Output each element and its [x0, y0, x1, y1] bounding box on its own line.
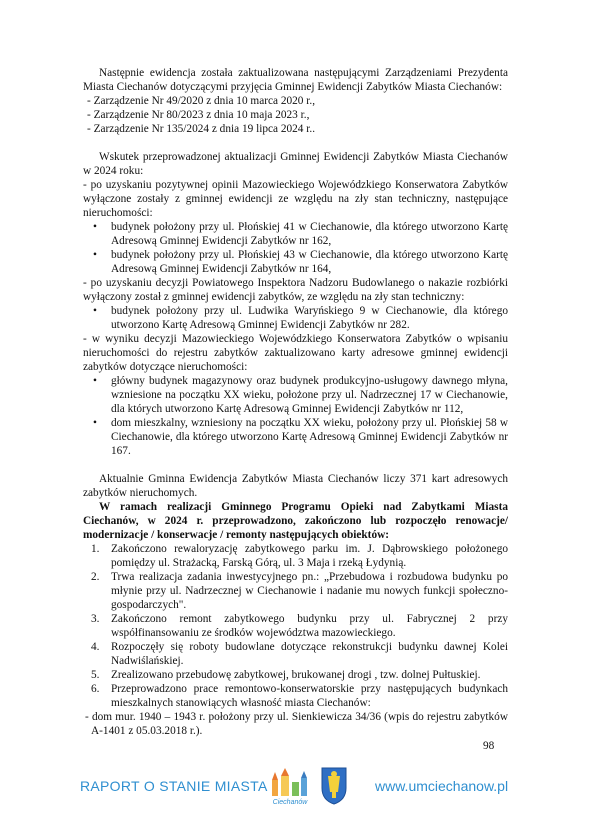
- section-a-list: [83, 220, 508, 276]
- footer-report-title: RAPORT O STANIE MIASTA: [80, 778, 268, 794]
- list-item: 2. Trwa realizacja zadania inwestycyjnego pn.: „Przebudowa i rozbudowa budynku po młynie przy ul. Nadrzecznej w Ciechanowie i nadanie mu nowych funkcji społeczno-gospodarczych".: [91, 571, 508, 611]
- list-item: 1. Zakończono rewaloryzację zabytkowego parku im. J. Dąbrowskiego położonego pomiędzy ul. Strażacką, Farską Górą, ul. 3 Maja i rzeką Łydynią.: [91, 543, 508, 569]
- footer: [0, 766, 594, 816]
- list-item: 3. Zakończono remont zabytkowego budynku przy ul. Fabrycznej 2 przy współfinansowaniu ze środków województwa mazowieckiego.: [91, 613, 508, 639]
- paragraph-intro: Następnie ewidencja została zaktualizowana następującymi Zarządzeniami Prezydenta Miasta Ciechanów dotyczącymi przyjęcia Gminnej Ewidencji Zabytków Miasta Ciechanów:: [83, 67, 508, 93]
- paragraph-count: Aktualnie Gminna Ewidencja Zabytków Miasta Ciechanów liczy 371 kart adresowych zabytków nieruchomych.: [83, 473, 508, 499]
- page-number: 98: [483, 740, 495, 752]
- section-a: - po uzyskaniu pozytywnej opinii Mazowieckiego Wojewódzkiego Konserwatora Zabytków wyłączone zostały z gminnej ewidencji ze względu na zły stan techniczny, następujące nieruchomości:: [83, 179, 508, 219]
- list-item: • budynek położony przy ul. Płońskiej 41 w Ciechanowie, dla którego utworzono Kartę Adresową Gminnej Ewidencji Zabytków nr 162,: [111, 220, 508, 248]
- list-item: 6. Przeprowadzono prace remontowo-konserwatorskie przy następujących budynkach mieszkalnych stanowiących własność miasta Ciechanów:: [91, 683, 508, 709]
- section-b: - po uzyskaniu decyzji Powiatowego Inspektora Nadzoru Budowlanego o nakazie rozbiórki wyłączony został z gminnej ewidencji zabytków, ze względu na zły stan techniczny:: [83, 277, 508, 303]
- program-heading: W ramach realizacji Gminnego Programu Opieki nad Zabytkami Miasta Ciechanów, w 2024 r. przeprowadzono, zakończono lub rozpoczęło renowacje/ modernizacje / konserwacje / remonty następujących obiektów:: [83, 501, 508, 541]
- coat-of-arms-icon: [320, 766, 348, 806]
- document-body: [83, 66, 508, 738]
- footer-website[interactable]: www.umciechanow.pl: [375, 778, 509, 794]
- list-item: - Zarządzenie Nr 80/2023 z dnia 10 maja 2023 r.,: [87, 109, 310, 121]
- list-item: • budynek położony przy ul. Ludwika Waryńskiego 9 w Ciechanowie, dla którego utworzono Kartę Adresową Gminnej Ewidencji Zabytków nr 282.: [111, 304, 508, 332]
- section-c: - w wyniku decyzji Mazowieckiego Wojewódzkiego Konserwatora Zabytków o wpisaniu nieruchomości do rejestru zabytków zaktualizowano karty adresowe gminnej ewidencji zabytków dotyczące nieruchomości:: [83, 333, 508, 373]
- logo-text: Ciechanów: [272, 799, 308, 806]
- list-item: - Zarządzenie Nr 135/2024 z dnia 19 lipca 2024 r..: [87, 123, 316, 135]
- city-logo-icon: [268, 766, 312, 806]
- section-b-list: [83, 304, 508, 332]
- section-c-list: [83, 374, 508, 458]
- list-item: - Zarządzenie Nr 49/2020 z dnia 10 marca 2020 r.,: [87, 95, 316, 107]
- ordinance-list: [83, 94, 508, 136]
- list-item: • dom mieszkalny, wzniesiony na początku XX wieku, położony przy ul. Płońskiej 58 w Ciechanowie, dla którego utworzono Kartę Adresową Gminnej Ewidencji Zabytków nr 167.: [111, 416, 508, 458]
- list-item: • budynek położony przy ul. Płońskiej 43 w Ciechanowie, dla którego utworzono Kartę Adresową Gminnej Ewidencji Zabytków nr 164,: [111, 248, 508, 276]
- program-list: [83, 542, 508, 710]
- list-item: 4. Rozpoczęły się roboty budowlane dotyczące rekonstrukcji budynku dawnej Kolei Nadwiślańskiej.: [91, 641, 508, 667]
- paragraph-update: Wskutek przeprowadzonej aktualizacji Gminnej Ewidencji Zabytków Miasta Ciechanów w 2024 roku:: [83, 151, 508, 177]
- building-subitem: - dom mur. 1940 – 1943 r. położony przy ul. Sienkiewicza 34/36 (wpis do rejestru zabytków A-1401 z 05.03.2018 r.).: [85, 711, 508, 737]
- list-item: 5. Zrealizowano przebudowę zabytkowej, brukowanej drogi , tzw. dolnej Pułtuskiej.: [91, 669, 481, 681]
- list-item: • główny budynek magazynowy oraz budynek produkcyjno-usługowy dawnego młyna, wzniesione na początku XX wieku, położone przy ul. Nadrzecznej 17 w Ciechanowie, dla których utworzono Kartę Adresową Gminnej Ewidencji Zabytków nr 112,: [111, 374, 508, 416]
